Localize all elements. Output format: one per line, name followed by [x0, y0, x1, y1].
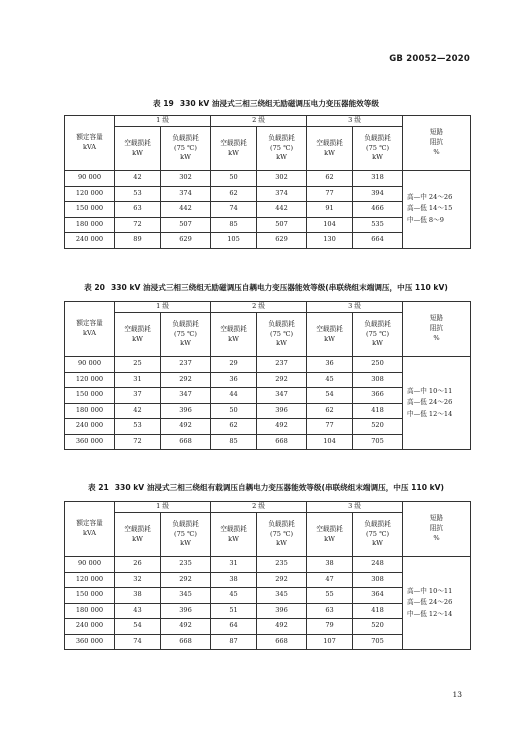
table-cell: 37 — [115, 388, 161, 404]
impedance-value-line: 高—低 14～15 — [407, 204, 453, 213]
table-cell: 105 — [211, 233, 257, 249]
table-cell: 104 — [307, 217, 353, 233]
load-loss-header-line: kW — [372, 153, 383, 162]
table-cell: 50 — [211, 171, 257, 187]
table-cell: 25 — [115, 357, 161, 373]
table-21 — [64, 501, 471, 650]
load-loss-header-line: 负载损耗 — [268, 519, 295, 528]
table-cell: 91 — [307, 202, 353, 218]
table-cell: 50 — [211, 403, 257, 419]
table-cell: 26 — [115, 557, 161, 573]
impedance-value-line: 中—低 8～9 — [407, 216, 444, 225]
noload-loss-header-line: kW — [324, 334, 335, 343]
table-cell: 664 — [353, 233, 403, 249]
capacity-header — [65, 302, 115, 357]
load-loss-header-line: kW — [372, 339, 383, 348]
table-cell: 150 000 — [65, 388, 115, 404]
impedance-header-line: 短路 — [429, 314, 444, 323]
impedance-header-line: 阻抗 — [429, 524, 444, 533]
table-cell: 396 — [257, 603, 307, 619]
noload-loss-header-line: 空载损耗 — [124, 138, 151, 147]
noload-loss-header-line: kW — [324, 148, 335, 157]
table-cell: 38 — [211, 572, 257, 588]
table-cell: 292 — [161, 572, 211, 588]
noload-loss-header — [211, 127, 257, 171]
table-cell: 240 000 — [65, 233, 115, 249]
impedance-value-line: 中—低 12～14 — [407, 409, 453, 418]
noload-loss-header — [307, 127, 353, 171]
table-cell: 240 000 — [65, 419, 115, 435]
table-cell: 90 000 — [65, 557, 115, 573]
table-cell: 302 — [257, 171, 307, 187]
load-loss-header-line: 负载损耗 — [364, 519, 391, 528]
load-loss-header — [161, 313, 211, 357]
table-cell: 629 — [161, 233, 211, 249]
table-20-caption — [0, 282, 532, 293]
impedance-header — [403, 302, 471, 357]
table-cell: 44 — [211, 388, 257, 404]
load-loss-header — [353, 313, 403, 357]
grade-header: 1 级 — [115, 502, 211, 513]
table-cell: 492 — [257, 619, 307, 635]
capacity-header-line: 额定容量 — [76, 519, 103, 528]
table-cell: 45 — [307, 372, 353, 388]
noload-loss-header-line: kW — [132, 148, 143, 157]
table-cell: 237 — [161, 357, 211, 373]
table-19-caption — [0, 98, 532, 109]
load-loss-header — [161, 513, 211, 557]
noload-loss-header-line: kW — [228, 334, 239, 343]
impedance-values — [403, 171, 471, 249]
impedance-value-line: 高—中 10～11 — [407, 386, 453, 395]
table-cell: 62 — [307, 403, 353, 419]
table-21-number: 表 21 — [87, 483, 109, 492]
load-loss-header — [257, 313, 307, 357]
table-cell: 492 — [161, 419, 211, 435]
load-loss-header — [257, 513, 307, 557]
load-loss-header-line: 负载损耗 — [364, 319, 391, 328]
table-cell: 180 000 — [65, 217, 115, 233]
table-cell: 62 — [211, 186, 257, 202]
table-21-title: 330 kV 油浸式三相三绕组有载调压自耦电力变压器能效等级(串联绕组末端调压，中压 110 kV) — [114, 483, 445, 492]
load-loss-header-line: (75 ℃) — [270, 329, 294, 338]
impedance-value-line: 高—中 10～11 — [407, 586, 453, 595]
table-cell: 347 — [161, 388, 211, 404]
load-loss-header-line: 负载损耗 — [172, 319, 199, 328]
impedance-value-line: 中—低 12～14 — [407, 609, 453, 618]
table-cell: 535 — [353, 217, 403, 233]
table-cell: 442 — [257, 202, 307, 218]
table-cell: 74 — [115, 634, 161, 650]
table-cell: 62 — [307, 171, 353, 187]
grade-header: 1 级 — [115, 302, 211, 313]
table-cell: 120 000 — [65, 372, 115, 388]
grade-header: 3 级 — [307, 302, 403, 313]
table-cell: 180 000 — [65, 403, 115, 419]
capacity-header — [65, 116, 115, 171]
table-cell: 38 — [307, 557, 353, 573]
load-loss-header — [353, 513, 403, 557]
load-loss-header-line: 负载损耗 — [364, 133, 391, 142]
impedance-header-line: % — [433, 533, 440, 542]
noload-loss-header — [115, 127, 161, 171]
table-cell: 374 — [257, 186, 307, 202]
noload-loss-header-line: kW — [132, 534, 143, 543]
impedance-values — [403, 357, 471, 450]
noload-loss-header-line: kW — [228, 534, 239, 543]
table-cell: 364 — [353, 588, 403, 604]
table-20 — [64, 301, 471, 450]
table-cell: 629 — [257, 233, 307, 249]
table-cell: 74 — [211, 202, 257, 218]
table-cell: 63 — [115, 202, 161, 218]
table-cell: 235 — [161, 557, 211, 573]
table-cell: 492 — [161, 619, 211, 635]
table-cell: 235 — [257, 557, 307, 573]
table-cell: 54 — [115, 619, 161, 635]
table-cell: 31 — [211, 557, 257, 573]
load-loss-header-line: (75 ℃) — [174, 529, 198, 538]
table-cell: 85 — [211, 434, 257, 450]
table-cell: 374 — [161, 186, 211, 202]
grade-header: 3 级 — [307, 502, 403, 513]
impedance-header-line: 阻抗 — [429, 324, 444, 333]
noload-loss-header — [115, 513, 161, 557]
table-cell: 318 — [353, 171, 403, 187]
table-cell: 668 — [161, 434, 211, 450]
noload-loss-header — [211, 513, 257, 557]
load-loss-header-line: (75 ℃) — [270, 143, 294, 152]
load-loss-header-line: kW — [180, 153, 191, 162]
capacity-header-line: 额定容量 — [76, 133, 103, 142]
table-cell: 308 — [353, 372, 403, 388]
table-cell: 85 — [211, 217, 257, 233]
table-cell: 668 — [161, 634, 211, 650]
load-loss-header-line: kW — [276, 539, 287, 548]
impedance-values — [403, 557, 471, 650]
load-loss-header-line: (75 ℃) — [366, 529, 390, 538]
table-cell: 360 000 — [65, 434, 115, 450]
impedance-header-line: % — [433, 333, 440, 342]
table-cell: 89 — [115, 233, 161, 249]
table-21-caption — [0, 482, 532, 493]
table-cell: 42 — [115, 171, 161, 187]
table-cell: 107 — [307, 634, 353, 650]
table-cell: 248 — [353, 557, 403, 573]
table-cell: 520 — [353, 619, 403, 635]
table-cell: 705 — [353, 434, 403, 450]
table-cell: 36 — [211, 372, 257, 388]
grade-header: 2 级 — [211, 116, 307, 127]
table-cell: 150 000 — [65, 202, 115, 218]
table-cell: 442 — [161, 202, 211, 218]
noload-loss-header — [211, 313, 257, 357]
load-loss-header-line: (75 ℃) — [270, 529, 294, 538]
impedance-header-line: 短路 — [429, 514, 444, 523]
table-cell: 53 — [115, 419, 161, 435]
table-cell: 150 000 — [65, 588, 115, 604]
table-cell: 240 000 — [65, 619, 115, 635]
table-cell: 43 — [115, 603, 161, 619]
noload-loss-header-line: 空载损耗 — [124, 524, 151, 533]
table-cell: 396 — [161, 603, 211, 619]
noload-loss-header-line: kW — [132, 334, 143, 343]
table-cell: 366 — [353, 388, 403, 404]
noload-loss-header-line: 空载损耗 — [220, 138, 247, 147]
table-cell: 345 — [161, 588, 211, 604]
table-cell: 47 — [307, 572, 353, 588]
table-cell: 130 — [307, 233, 353, 249]
grade-header: 3 级 — [307, 116, 403, 127]
impedance-value-line: 高—中 24～26 — [407, 192, 453, 201]
load-loss-header-line: kW — [276, 153, 287, 162]
table-cell: 466 — [353, 202, 403, 218]
table-cell: 90 000 — [65, 357, 115, 373]
table-20-title: 330 kV 油浸式三相三绕组无励磁调压自耦电力变压器能效等级(串联绕组末端调压，中压 110 kV) — [110, 283, 448, 292]
table-cell: 51 — [211, 603, 257, 619]
load-loss-header — [353, 127, 403, 171]
noload-loss-header-line: 空载损耗 — [316, 524, 343, 533]
capacity-header-line: kVA — [82, 529, 97, 537]
table-cell: 63 — [307, 603, 353, 619]
table-row — [65, 357, 471, 373]
table-cell: 418 — [353, 603, 403, 619]
noload-loss-header-line: 空载损耗 — [220, 524, 247, 533]
table-cell: 180 000 — [65, 603, 115, 619]
table-cell: 64 — [211, 619, 257, 635]
page-number: 13 — [452, 690, 462, 699]
load-loss-header-line: kW — [180, 339, 191, 348]
load-loss-header-line: (75 ℃) — [366, 143, 390, 152]
table-cell: 347 — [257, 388, 307, 404]
load-loss-header-line: 负载损耗 — [268, 319, 295, 328]
table-cell: 87 — [211, 634, 257, 650]
impedance-header — [403, 116, 471, 171]
table-19-number: 表 19 — [153, 99, 174, 108]
table-cell: 507 — [161, 217, 211, 233]
impedance-header-line: 短路 — [429, 128, 444, 137]
table-cell: 77 — [307, 419, 353, 435]
table-cell: 45 — [211, 588, 257, 604]
table-cell: 53 — [115, 186, 161, 202]
table-cell: 668 — [257, 434, 307, 450]
standard-code: GB 20052—2020 — [389, 54, 470, 64]
table-cell: 302 — [161, 171, 211, 187]
table-cell: 77 — [307, 186, 353, 202]
noload-loss-header — [307, 313, 353, 357]
load-loss-header-line: 负载损耗 — [172, 519, 199, 528]
table-cell: 120 000 — [65, 186, 115, 202]
table-cell: 308 — [353, 572, 403, 588]
table-cell: 668 — [257, 634, 307, 650]
load-loss-header-line: (75 ℃) — [174, 143, 198, 152]
table-row — [65, 557, 471, 573]
table-cell: 292 — [161, 372, 211, 388]
capacity-header-line: kVA — [82, 329, 97, 337]
load-loss-header-line: kW — [276, 339, 287, 348]
table-cell: 418 — [353, 403, 403, 419]
table-cell: 90 000 — [65, 171, 115, 187]
noload-loss-header-line: 空载损耗 — [124, 324, 151, 333]
table-cell: 72 — [115, 434, 161, 450]
load-loss-header-line: (75 ℃) — [174, 329, 198, 338]
table-cell: 237 — [257, 357, 307, 373]
noload-loss-header-line: 空载损耗 — [220, 324, 247, 333]
noload-loss-header — [115, 313, 161, 357]
load-loss-header-line: kW — [372, 539, 383, 548]
table-19-title: 330 kV 油浸式三相三绕组无励磁调压电力变压器能效等级 — [179, 99, 379, 108]
table-cell: 55 — [307, 588, 353, 604]
impedance-header-line: 阻抗 — [429, 138, 444, 147]
noload-loss-header-line: kW — [324, 534, 335, 543]
table-cell: 705 — [353, 634, 403, 650]
table-cell: 29 — [211, 357, 257, 373]
table-cell: 520 — [353, 419, 403, 435]
table-cell: 345 — [257, 588, 307, 604]
table-cell: 32 — [115, 572, 161, 588]
table-cell: 292 — [257, 372, 307, 388]
impedance-value-line: 高—低 24～26 — [407, 398, 453, 407]
capacity-header — [65, 502, 115, 557]
table-cell: 360 000 — [65, 634, 115, 650]
capacity-header-line: 额定容量 — [76, 319, 103, 328]
table-cell: 36 — [307, 357, 353, 373]
table-cell: 38 — [115, 588, 161, 604]
grade-header: 2 级 — [211, 502, 307, 513]
noload-loss-header-line: 空载损耗 — [316, 138, 343, 147]
load-loss-header-line: (75 ℃) — [366, 329, 390, 338]
load-loss-header — [257, 127, 307, 171]
table-cell: 507 — [257, 217, 307, 233]
table-cell: 42 — [115, 403, 161, 419]
load-loss-header-line: 负载损耗 — [172, 133, 199, 142]
table-cell: 31 — [115, 372, 161, 388]
table-cell: 292 — [257, 572, 307, 588]
load-loss-header-line: 负载损耗 — [268, 133, 295, 142]
table-20-number: 表 20 — [84, 283, 105, 292]
table-row — [65, 171, 471, 187]
capacity-header-line: kVA — [82, 143, 97, 151]
table-cell: 62 — [211, 419, 257, 435]
table-cell: 250 — [353, 357, 403, 373]
impedance-header-line: % — [433, 147, 440, 156]
table-cell: 396 — [161, 403, 211, 419]
noload-loss-header-line: kW — [228, 148, 239, 157]
table-cell: 120 000 — [65, 572, 115, 588]
grade-header: 1 级 — [115, 116, 211, 127]
table-cell: 79 — [307, 619, 353, 635]
table-cell: 492 — [257, 419, 307, 435]
table-19 — [64, 115, 471, 249]
load-loss-header — [161, 127, 211, 171]
table-cell: 104 — [307, 434, 353, 450]
table-cell: 54 — [307, 388, 353, 404]
table-cell: 396 — [257, 403, 307, 419]
table-cell: 394 — [353, 186, 403, 202]
impedance-value-line: 高—低 24～26 — [407, 598, 453, 607]
load-loss-header-line: kW — [180, 539, 191, 548]
table-cell: 72 — [115, 217, 161, 233]
noload-loss-header — [307, 513, 353, 557]
noload-loss-header-line: 空载损耗 — [316, 324, 343, 333]
impedance-header — [403, 502, 471, 557]
grade-header: 2 级 — [211, 302, 307, 313]
